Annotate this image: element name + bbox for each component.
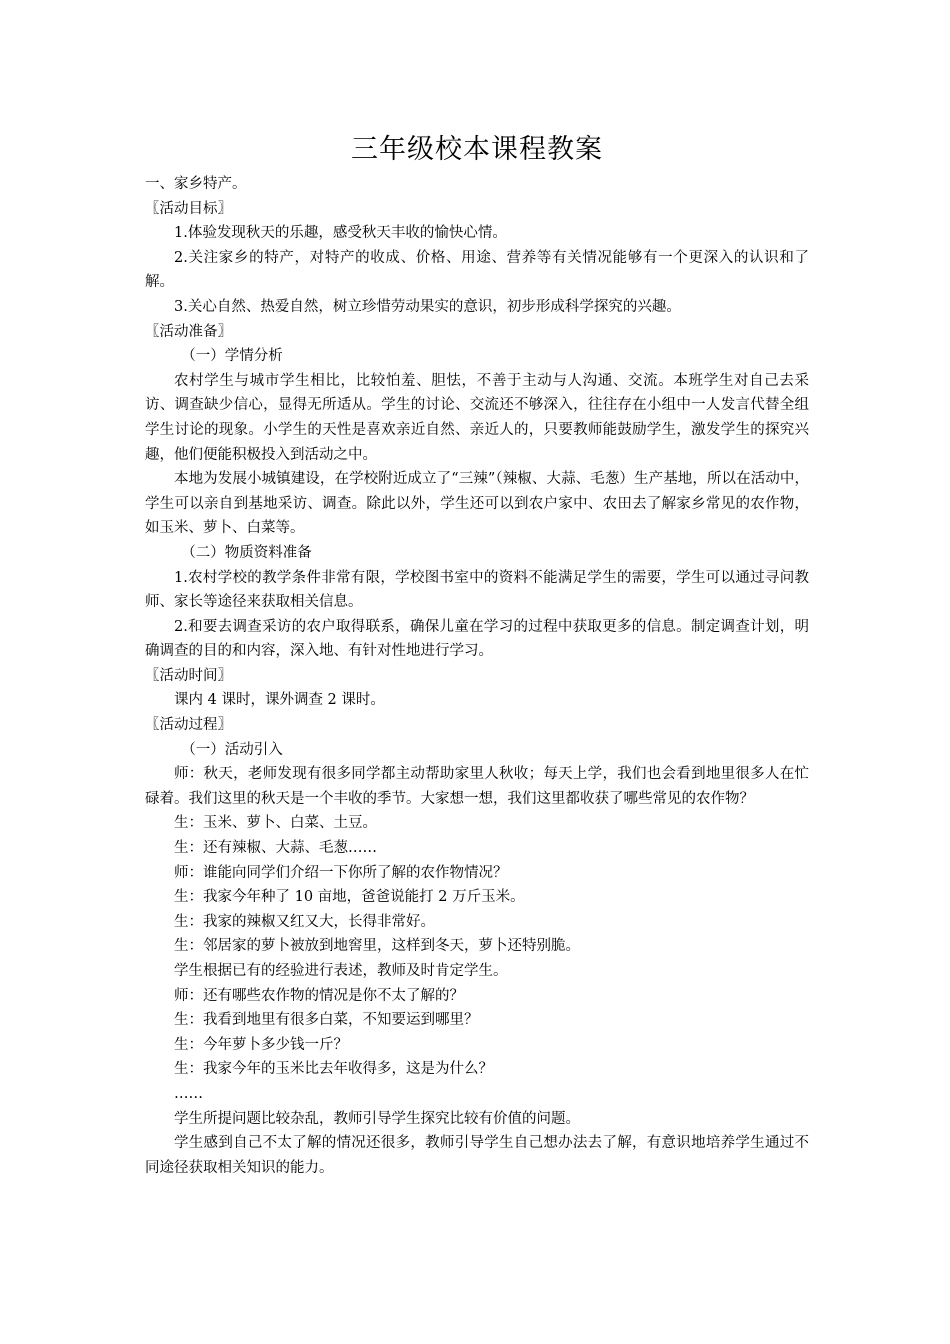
paragraph: 生：我家今年种了 10 亩地，爸爸说能打 2 万斤玉米。 [174,889,525,906]
paragraph: 2.和要去调查采访的农户取得联系，确保儿童在学习的过程中获取更多的信息。制定调查计划，明确调查的目的和内容，深入地、有针对性地进行学习。 [145,618,809,660]
paragraph: 学生感到自己不太了解的情况还很多，教师引导学生自己想办法去了解，有意识地培养学生通过不同途径获取相关知识的能力。 [145,1135,809,1176]
paragraph: 师：还有哪些农作物的情况是你不太了解的？ [174,987,464,1004]
paragraph: 〖活动准备〗 [145,323,232,340]
paragraph: 生：还有辣椒、大蒜、毛葱…… [174,840,377,857]
paragraph: 师：谁能向同学们介绍一下你所了解的农作物情况？ [174,864,508,881]
paragraph: 1.农村学校的教学条件非常有限，学校图书室中的资料不能满足学生的需要，学生可以通过寻问教师、家长等途径来获取相关信息。 [145,569,809,611]
paragraph: 〖活动目标〗 [145,200,232,217]
paragraph: 师：秋天，老师发现有很多同学都主动帮助家里人秋收；每天上学，我们也会看到地里很多人在忙碌着。我们这里的秋天是一个丰收的季节。大家想一想，我们这里都收获了哪些常见的农作物？ [145,766,809,807]
document-body [145,172,809,1180]
paragraph: 生：玉米、萝卜、白菜、土豆。 [174,815,377,832]
paragraph: 一、家乡特产。 [145,176,247,192]
paragraph: 学生所提问题比较杂乱，教师引导学生探究比较有价值的问题。 [174,1110,580,1127]
paragraph: （一）活动引入 [181,741,283,758]
paragraph: 〖活动时间〗 [145,667,232,684]
paragraph: 课内 4 课时，课外调查 2 课时。 [174,692,385,709]
document-title: 三年级校本课程教案 [351,134,603,165]
paragraph: 生：邻居家的萝卜被放到地窖里，这样到冬天，萝卜还特别脆。 [174,938,580,955]
paragraph: 3.关心自然、热爱自然，树立珍惜劳动果实的意识，初步形成科学探究的兴趣。 [174,298,681,315]
paragraph: （一）学情分析 [181,348,283,365]
paragraph: 〖活动过程〗 [145,717,232,734]
paragraph: 学生根据已有的经验进行表述，教师及时肯定学生。 [174,963,508,979]
paragraph: 生：今年萝卜多少钱一斤？ [174,1036,348,1053]
paragraph: 生：我家今年的玉米比去年收得多，这是为什么？ [174,1061,493,1078]
paragraph: 2.关注家乡的特产，对特产的收成、价格、用途、营养等有关情况能够有一个更深入的认识和了解。 [145,249,809,291]
paragraph: 生：我家的辣椒又红又大，长得非常好。 [174,913,435,930]
paragraph: …… [174,1085,203,1102]
paragraph: （二）物质资料准备 [181,544,312,561]
paragraph: 本地为发展小城镇建设，在学校附近成立了“三辣”（辣椒、大蒜、毛葱）生产基地，所以在活动中，学生可以亲自到基地采访、调查。除此以外，学生还可以到农户家中、农田去了解家乡常见的农作物，如玉米、萝卜、白菜等。 [145,471,809,537]
paragraph: 生：我看到地里有很多白菜，不知要运到哪里？ [174,1012,479,1029]
paragraph: 1.体验发现秋天的乐趣，感受秋天丰收的愉快心情。 [174,225,507,242]
document-page [145,130,809,1180]
paragraph: 农村学生与城市学生相比，比较怕羞、胆怯，不善于主动与人沟通、交流。本班学生对自己去采访、调查缺少信心，显得无所适从。学生的讨论、交流还不够深入，往往存在小组中一人发言代替全组学生讨论的现象。小学生的天性是喜欢亲近自然、亲近人的，只要教师能鼓励学生，激发学生的探究兴趣，他们便能积极投入到活动之中。 [145,372,809,463]
